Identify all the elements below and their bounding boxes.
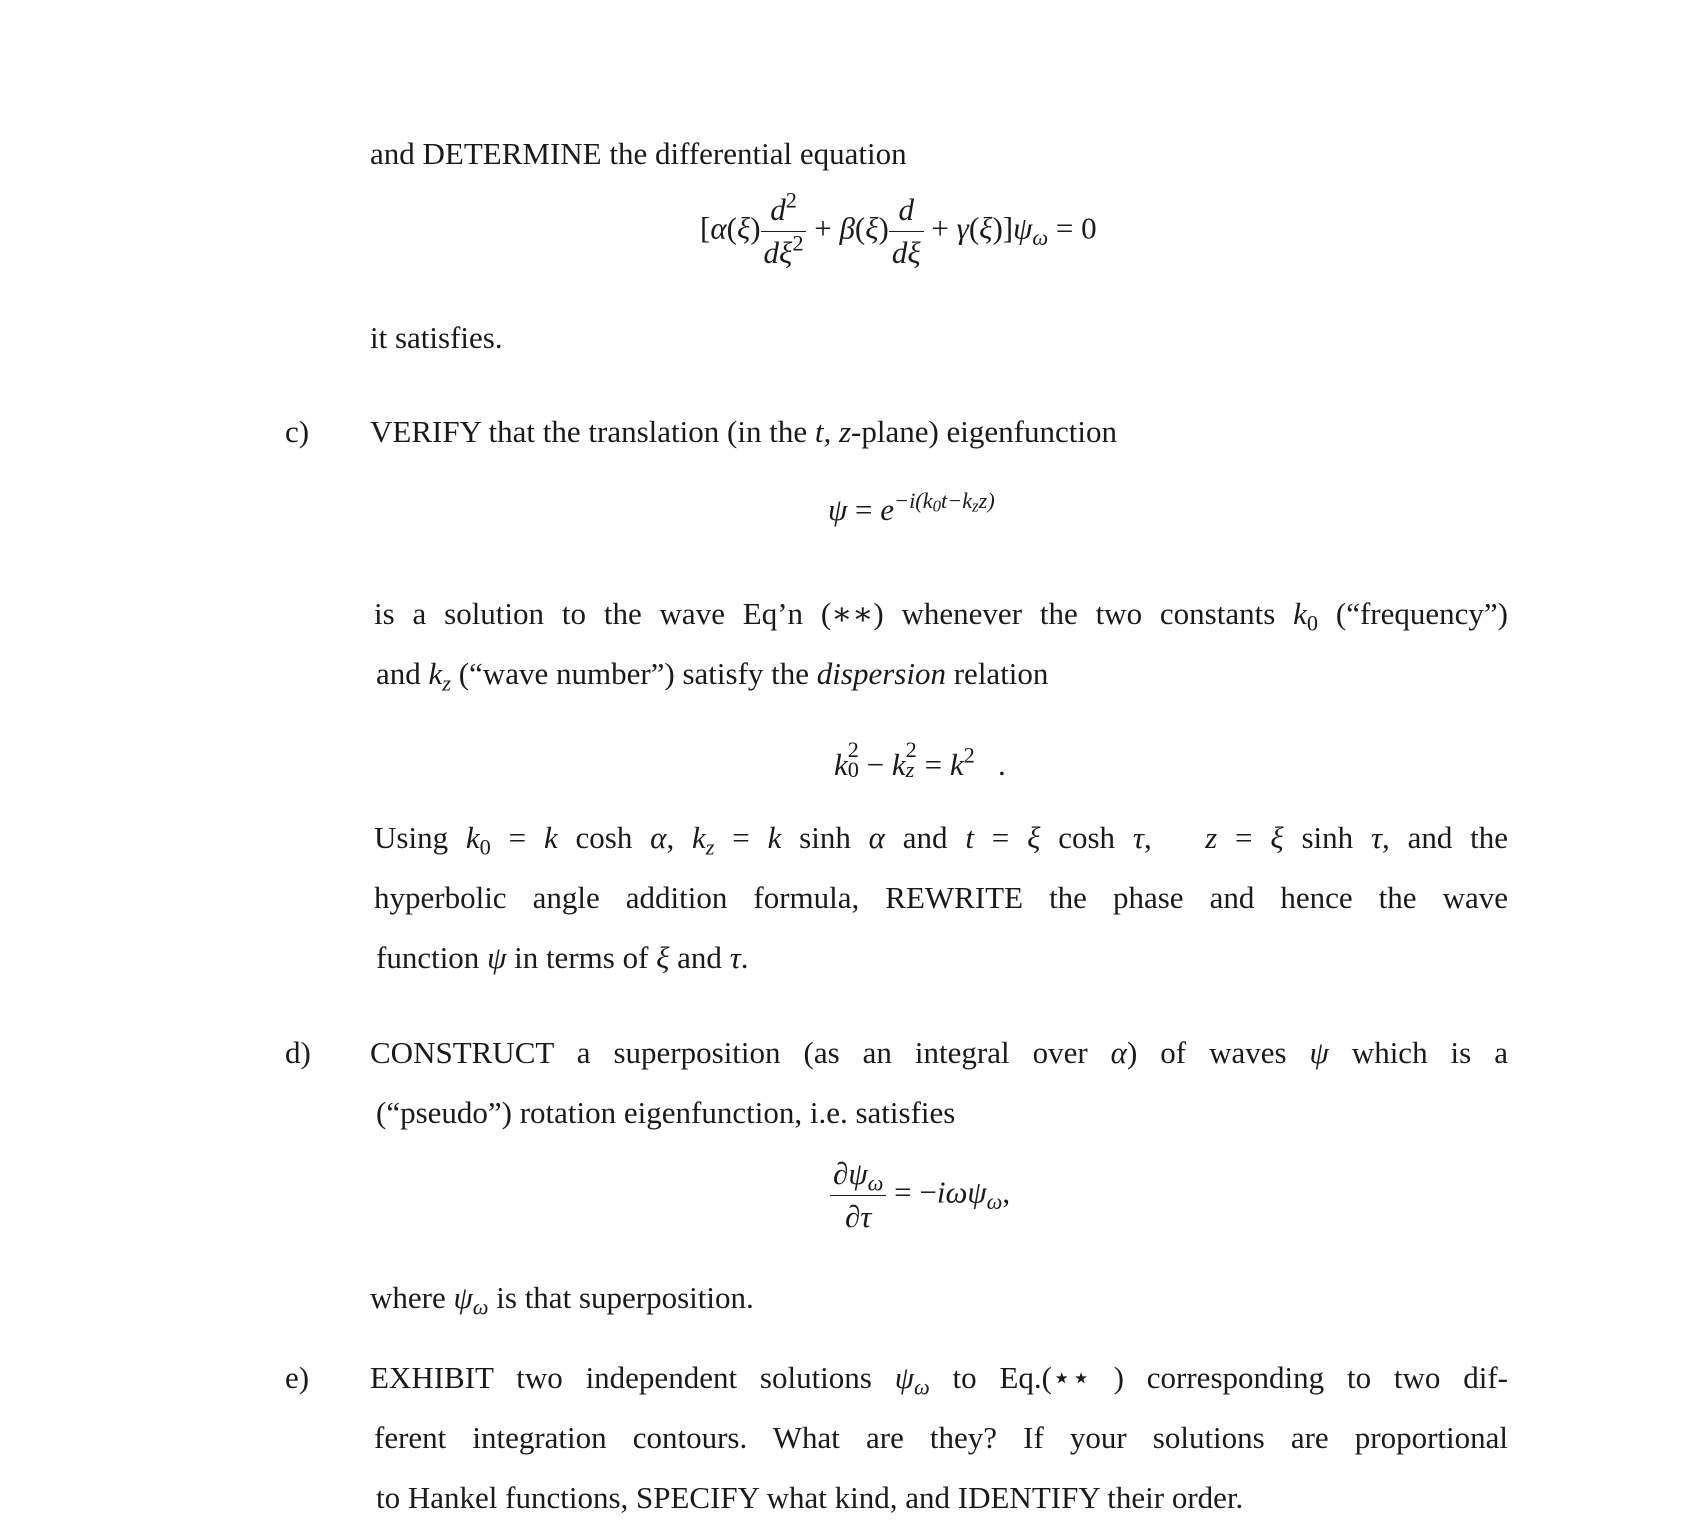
- translation-eigenfunction-equation: $\psi = e^{-i(k0t-kzz)}$: [828, 487, 995, 527]
- part-d-line-3: where $\psi_\omega$ is that superposition.: [370, 1280, 754, 1320]
- part-c-label: c): [285, 414, 310, 449]
- part-c-line-1: VERIFY that the translation (in the t, z-plane) eigenfunction: [370, 414, 1117, 449]
- part-d-line-2: (“pseudo”) rotation eigenfunction, i.e. satisfies: [376, 1095, 956, 1130]
- part-c-para2-line-2: hyperbolic angle addition formula, REWRITE the phase and hence the wave: [374, 880, 1508, 915]
- part-c-para2-line-3: function ψ in terms of ξ and τ.: [376, 940, 749, 975]
- rotation-eigenfunction-equation: $\frac{\partial\psi_\omega}{\partial\tau}$ = −iωψ$_\omega$,: [830, 1156, 1010, 1234]
- part-c-para1-line-1: is a solution to the wave Eq’n (∗∗) whenever the two constants $k_0$ (“frequency”): [374, 596, 1508, 636]
- dispersion-relation-equation: k 2 0 − k 2 z = $k^2$ .: [834, 737, 1006, 783]
- part-d-line-1: CONSTRUCT a superposition (as an integral over α) of waves ψ which is a: [370, 1035, 1508, 1070]
- part-e-line-2: ferent integration contours. What are they? If your solutions are proportional: [374, 1420, 1508, 1455]
- intro-line-2: it satisfies.: [370, 320, 503, 355]
- intro-line-1: and DETERMINE the differential equation: [370, 136, 907, 171]
- part-e-line-3: to Hankel functions, SPECIFY what kind, and IDENTIFY their order.: [376, 1480, 1244, 1515]
- part-e-label: e): [285, 1360, 310, 1395]
- part-c-para2-line-1: Using $k_0 = k$ cosh α, $k_z = k$ sinh α and t = ξ cosh τ, z = ξ sinh τ, and the: [374, 820, 1509, 860]
- part-d-label: d): [285, 1035, 311, 1070]
- part-c-para1-line-2: and $k_z$ (“wave number”) satisfy the dispersion relation: [376, 656, 1049, 696]
- differential-equation: [α(ξ) $\frac{d^2}{d\xi^2}$ + β(ξ) $\frac{d}{d\xi}$ + $\gamma(\xi)]\psi_\omega = 0$: [700, 187, 1097, 270]
- part-e-line-1: EXHIBIT two independent solutions $\psi_\omega$ to Eq.(⋆⋆ ) corresponding to two dif-: [370, 1360, 1508, 1400]
